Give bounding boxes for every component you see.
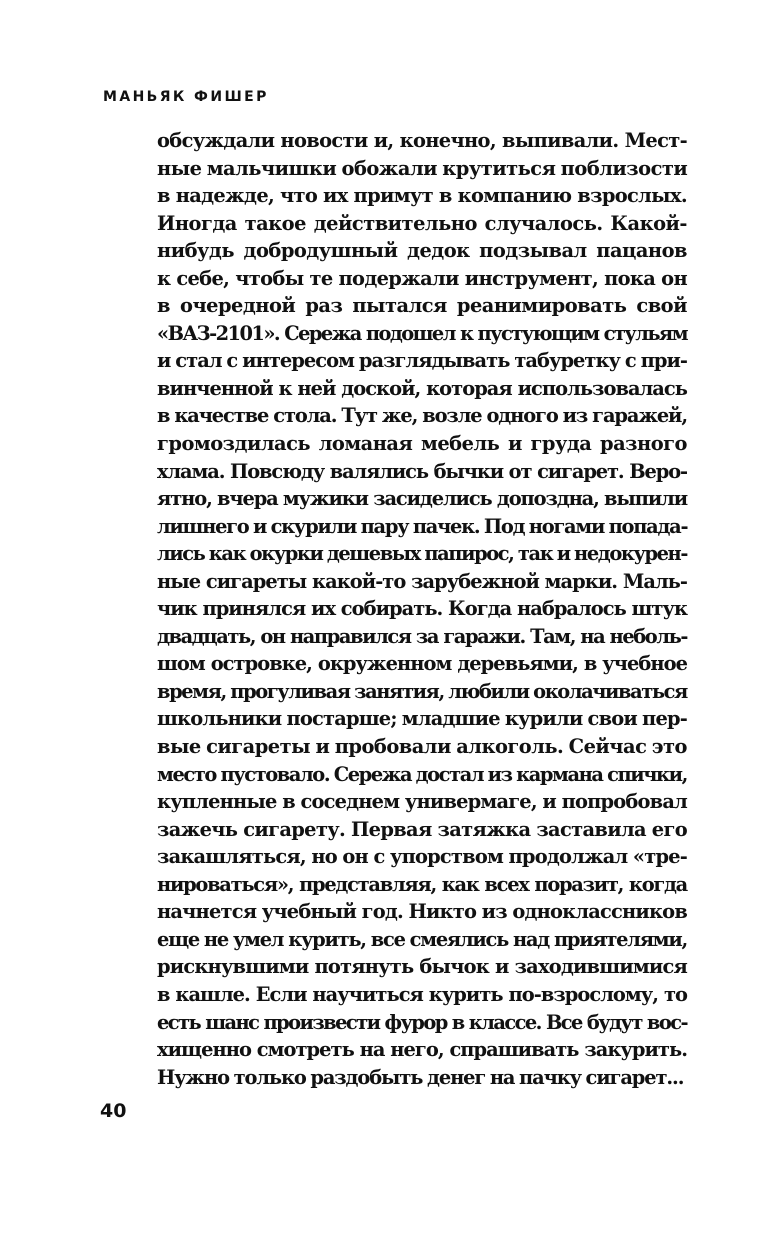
running-head: МАНЬЯК ФИШЕР [103, 89, 269, 105]
text-line: двадцать, он направился за гаражи. Там, на неболь- [157, 624, 687, 648]
text-line: шом островке, окруженном деревьями, в учебное [157, 652, 687, 676]
text-line: в очередной раз пытался реанимировать свой [157, 294, 687, 318]
text-line: и стал с интересом разглядывать табуретку с при- [157, 349, 687, 373]
text-line: лись как окурки дешевых папирос, так и недокурен- [157, 542, 687, 566]
text-line: вые сигареты и пробовали алкоголь. Сейчас это [157, 735, 687, 759]
text-line: лишнего и скурили пару пачек. Под ногами попада- [157, 514, 688, 538]
text-line: еще не умел курить, все смеялись над приятелями, [157, 927, 687, 951]
text-line: «ВАЗ-2101». Сережа подошел к пустующим стульям [157, 321, 687, 345]
text-line: обсуждали новости и, конечно, выпивали. Мест- [157, 129, 687, 152]
text-line: Нужно только раздобыть денег на пачку сигарет... [157, 1065, 684, 1089]
text-line: есть шанс произвести фурор в классе. Все будут вос- [157, 1010, 687, 1034]
text-line: нибудь добродушный дедок подзывал пацанов [157, 239, 687, 263]
text-line: к себе, чтобы те подержали инструмент, пока он [157, 266, 687, 290]
text-line: хлама. Повсюду валялись бычки от сигарет. Веро- [157, 459, 687, 483]
text-line: в кашле. Если научиться курить по-взрослому, то [157, 982, 687, 1006]
text-line: ятно, вчера мужики засиделись допоздна, выпили [157, 487, 687, 511]
text-line: винченной к ней доской, которая использовалась [157, 376, 687, 400]
text-line: купленные в соседнем универмаге, и попробовал [157, 790, 687, 814]
text-line: зажечь сигарету. Первая затяжка заставила его [157, 817, 687, 841]
text-line: начнется учебный год. Никто из одноклассников [157, 900, 687, 924]
text-line: ные сигареты какой-то зарубежной марки. Маль- [157, 569, 687, 593]
body-text [157, 127, 687, 1091]
text-line: закашляться, но он с упорством продолжал «тре- [157, 845, 687, 869]
text-line: хищенно смотреть на него, спрашивать закурить. [157, 1038, 687, 1062]
text-line: школьники постарше; младшие курили свои пер- [157, 707, 687, 731]
text-line: рискнувшими потянуть бычок и заходившимися [157, 955, 687, 979]
text-line: чик принялся их собирать. Когда набралось штук [157, 597, 687, 621]
text-line: время, прогуливая занятия, любили околачиваться [157, 679, 687, 703]
text-line: ные мальчишки обожали крутиться поблизости [157, 156, 688, 180]
text-line: громоздилась ломаная мебель и груда разного [157, 432, 687, 456]
page-number: 40 [100, 1100, 127, 1122]
text-line: в качестве стола. Тут же, возле одного из гаражей, [157, 404, 687, 428]
text-line: Иногда такое действительно случалось. Какой- [157, 211, 687, 235]
text-line: в надежде, что их примут в компанию взрослых. [157, 184, 687, 208]
text-line: место пустовало. Сережа достал из кармана спички, [157, 762, 687, 786]
text-line: нироваться», представляя, как всех поразит, когда [157, 872, 687, 896]
